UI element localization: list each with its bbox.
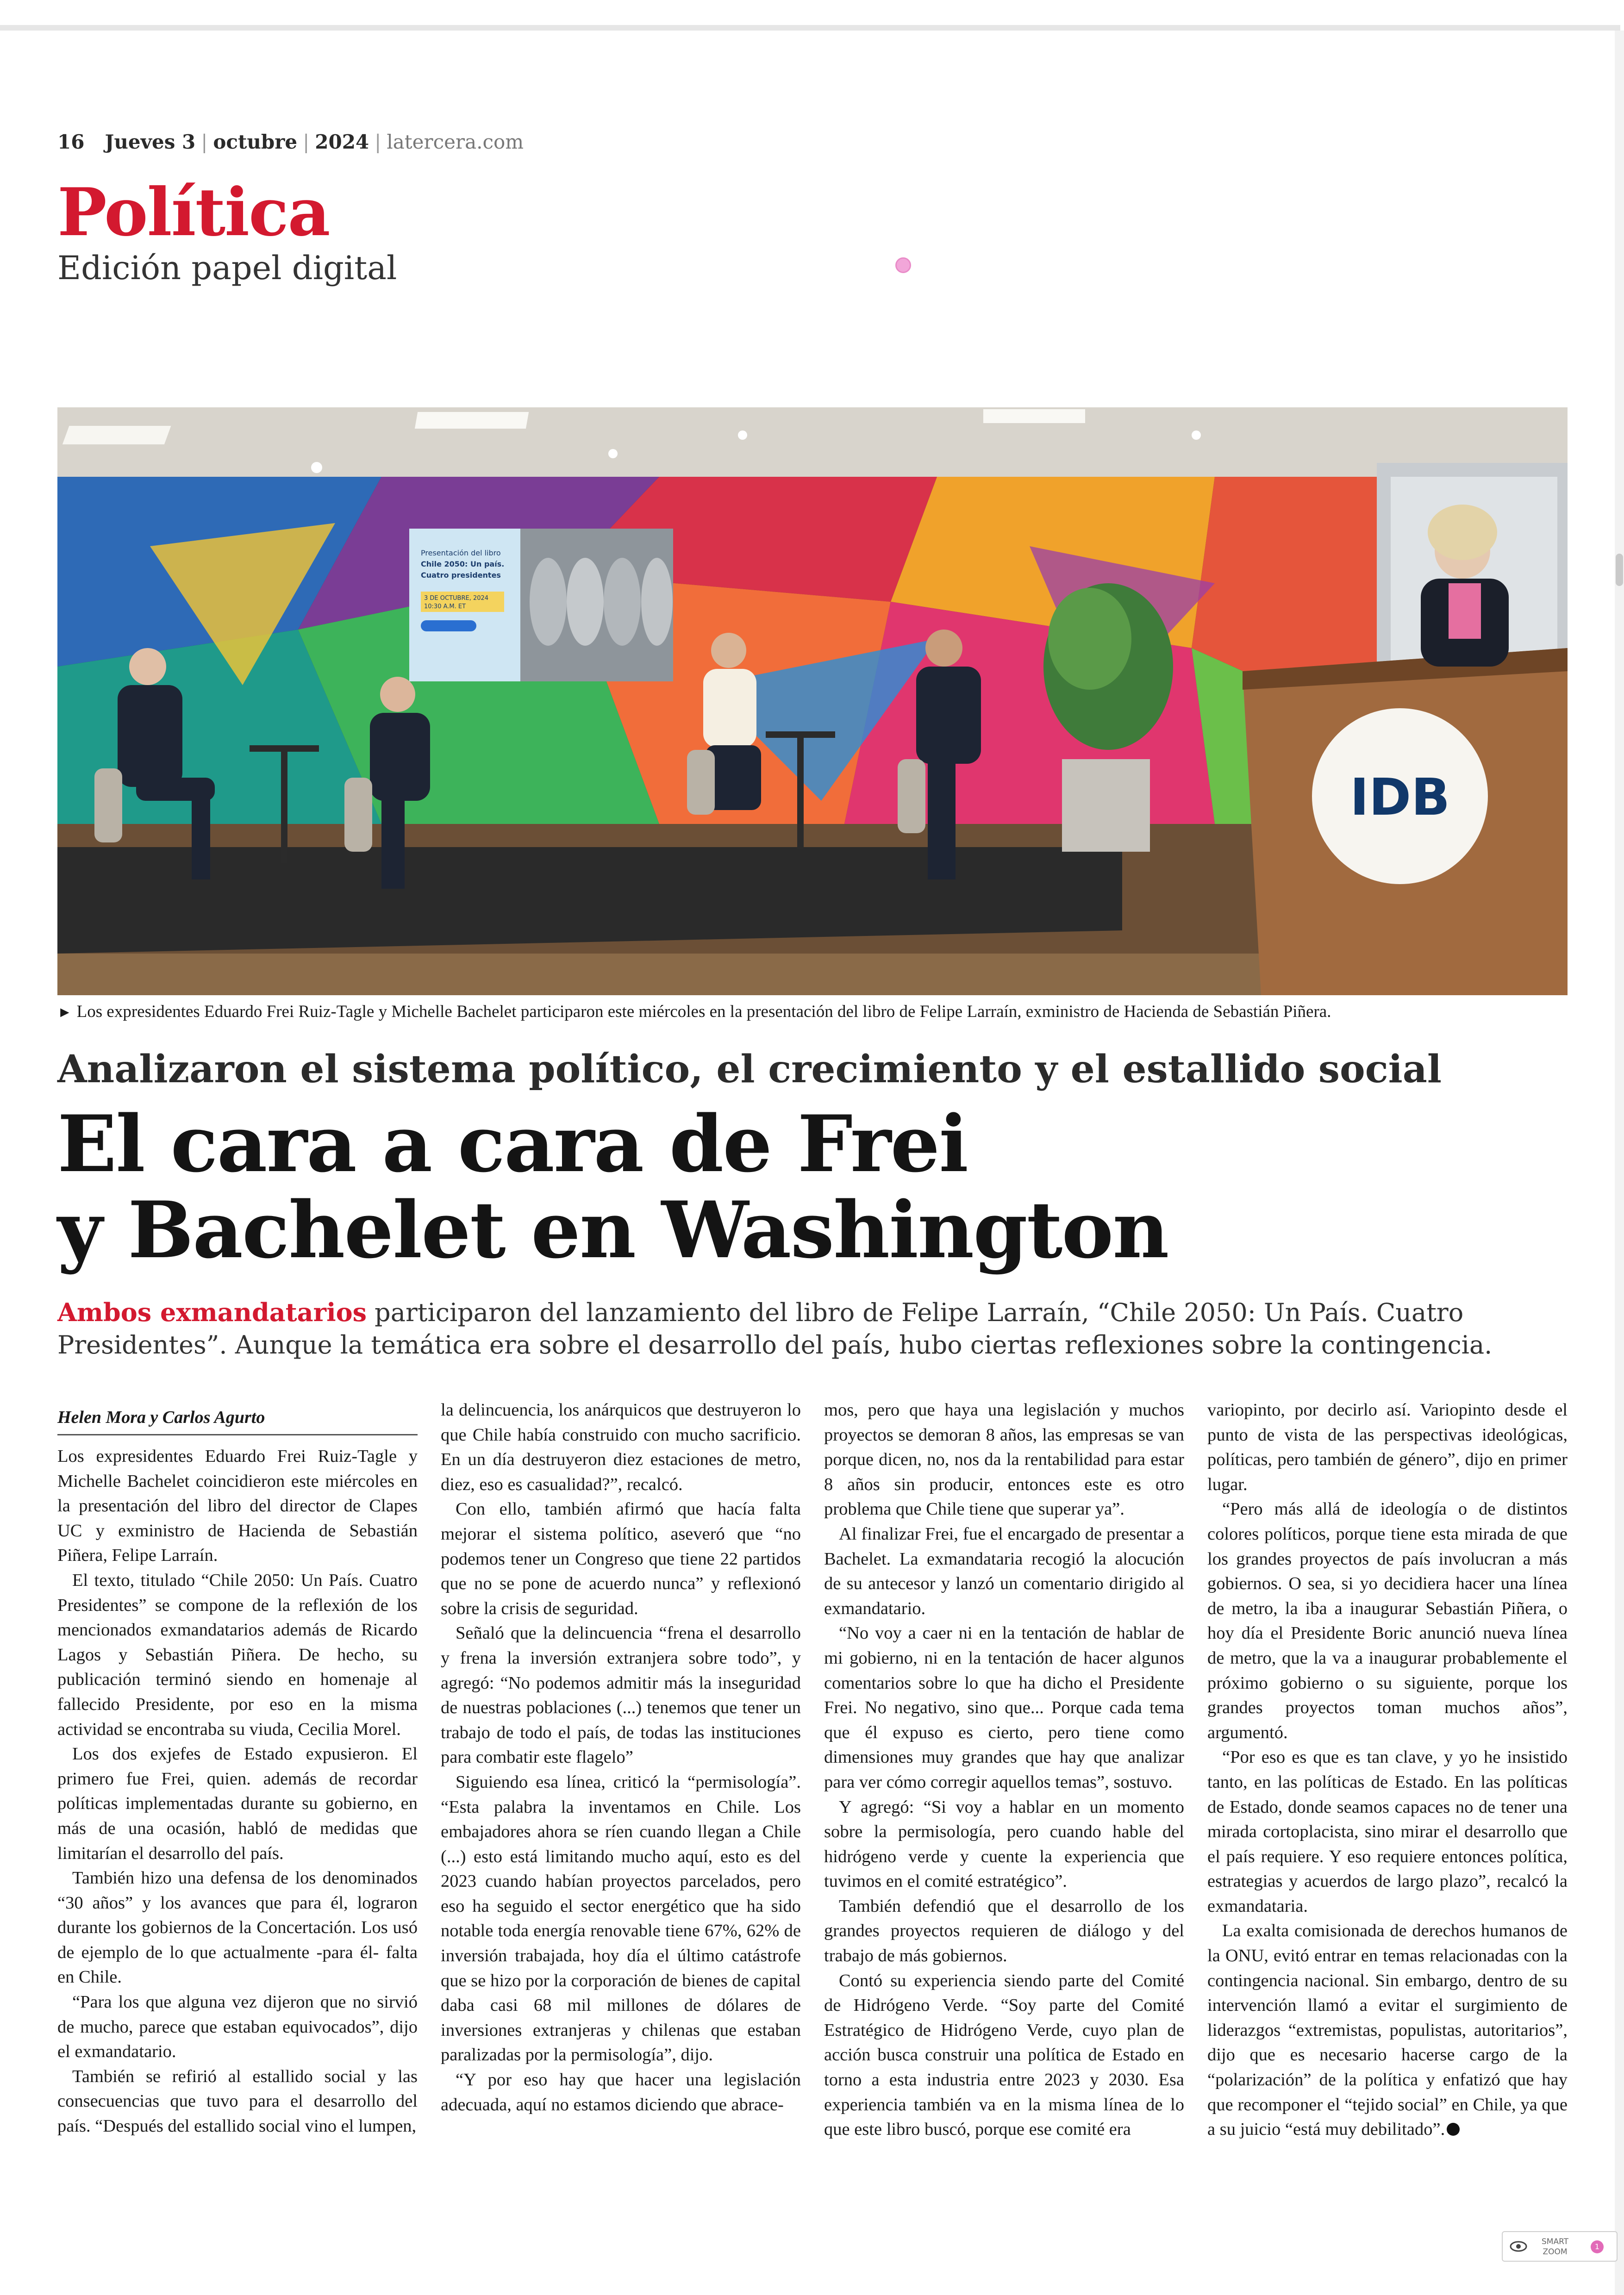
- article-column-4: [1207, 1398, 1568, 2142]
- smart-zoom-label-2: ZOOM: [1543, 2247, 1568, 2257]
- paragraph: “Por eso es que es tan clave, y yo he insistido tanto, en las políticas de Estado. En las políticas de Estado, donde seamos capaces no de tener una mirada cortoplacista, sino mirar el desarrollo que el país requiere. Y eso requiere entonces política, estrategias y acuerdos de largo plazo”, recalcó la exmandataria.: [1207, 1747, 1568, 1916]
- paragraph: Al finalizar Frei, fue el encargado de presentar a Bachelet. La exmandataria recogió la alocución de su antecesor y lanzó un comentario dirigido al exmandatario.: [824, 1524, 1184, 1618]
- page-number: 16: [57, 131, 85, 153]
- paragraph: “Y por eso hay que hacer una legislación adecuada, aquí no estamos diciendo que abrace-: [441, 2070, 801, 2114]
- screen-text-3: Cuatro presidentes: [421, 571, 501, 580]
- screen-date: 3 DE OCTUBRE, 2024: [424, 595, 489, 602]
- end-mark-icon: [1447, 2123, 1460, 2136]
- scrollbar-thumb[interactable]: [1616, 554, 1623, 586]
- article-photo: [57, 407, 1568, 995]
- article-headline: [57, 1098, 1168, 1276]
- eye-icon: [1509, 2239, 1528, 2255]
- date-year: 2024: [315, 131, 369, 153]
- scrollbar[interactable]: [1615, 31, 1624, 2295]
- paragraph: “Pero más allá de ideología o de distintos colores políticos, porque tiene esta mirada de que los grandes proyectos de país involucran a más gobiernos. O sea, si yo decidiera hacer una línea de metro, la iba a inaugurar Sebastián Piñera, o hoy día el Presidente Boric anunció nueva línea de metro, que la va a inaugurar probablemente el próximo gobierno o su siguiente, porque los grandes proyectos toman muchos años”, argumentó.: [1207, 1499, 1568, 1742]
- screen-text-2: Chile 2050: Un país.: [421, 560, 505, 568]
- paragraph-text: La exalta comisionada de derechos humanos de la ONU, evitó entrar en temas relacionadas con la contingencia nacional. Sin embargo, dentro de su intervención llamó a evitar el surgimiento de liderazgos “extremistas, populistas, autoritarios”, dijo que es necesario hacerse cargo de la “polarización” de la política y enfatizó que hay que recomponer el “tejido social” en Chile, ya que a su juicio “está muy debilitado”.: [1207, 1921, 1568, 2139]
- article-column-1: [57, 1444, 418, 2139]
- headline-line-2: y Bachelet en Washington: [57, 1184, 1168, 1276]
- photo-caption-text: Los expresidentes Eduardo Frei Ruiz-Tagle y Michelle Bachelet participaron este miércoles en la presentación del libro de Felipe Larraín, exministro de Hacienda de Sebastián Piñera.: [76, 1002, 1331, 1021]
- smart-zoom-label-1: SMART: [1542, 2237, 1569, 2246]
- hotspot-icon[interactable]: [895, 257, 911, 273]
- headline-line-1: El cara a cara de Frei: [57, 1098, 968, 1190]
- byline-divider: [57, 1434, 418, 1435]
- paragraph: Siguiendo esa línea, criticó la “permisología”. “Esta palabra la inventamos en Chile. Los embajadores ahora se ríen cuando llegan a Chile (...) esto está limitando mucho aquí, esto es del 2023 cuando habían proyectos parcelados, pero eso ha seguido el sector energético que ha sido notable toda energía renovable tiene 67%, 62% de inversión trabajada, hoy día el último catástrofe que se hizo por la corporación de bienes de capital daba casi 68 mil millones de dólares de inversiones extranjeras y chilenas que estaban paralizadas por la permisología”, dijo.: [441, 1772, 801, 2065]
- arrow-right-icon: ►: [57, 1004, 72, 1020]
- byline: Helen Mora y Carlos Agurto: [57, 1408, 265, 1427]
- paragraph: Y agregó: “Si voy a hablar en un momento sobre la permisología, pero cuando hable del hidrógeno verde y cuente la experiencia que tuvimos en el comité estratégico”.: [824, 1797, 1184, 1891]
- section-title: Política: [57, 174, 330, 251]
- paragraph: “Para los que alguna vez dijeron que no sirvió de mucho, parece que estaban equivocados”, dijo el exmandatario.: [57, 1992, 418, 2062]
- folio-line: 16 Jueves 3 | octubre | 2024 | latercera.com: [57, 131, 524, 153]
- paragraph: Señaló que la delincuencia “frena el desarrollo y frena la inversión extranjera sobre todo”, y agregó: “No podemos admitir más la inseguridad de nuestras poblaciones (...) tenemos que tener un trabajo de todo el país, de todas las instituciones para combatir este flagelo”: [441, 1623, 801, 1767]
- paragraph: También hizo una defensa de los denominados “30 años” y los avances que para él, lograron durante los gobiernos de la Concertación. Los usó de ejemplo de lo que actualmente -para él- falta en Chile.: [57, 1868, 418, 1987]
- podium-logo: IDB: [1349, 767, 1450, 827]
- paragraph: la delincuencia, los anárquicos que destruyeron lo que Chile había construido con mucho sacrificio. En un día destruyeron diez estaciones de metro, diez, eso es casualidad?”, recalcó.: [441, 1400, 801, 1494]
- paragraph: Con ello, también afirmó que hacía falta mejorar el sistema político, aseveró que “no podemos tener un Congreso que tiene 22 partidos que no se pone de acuerdo nunca” y reflexionó sobre la crisis de seguridad.: [441, 1499, 801, 1618]
- edition-label: Edición papel digital: [57, 249, 397, 287]
- paragraph: “No voy a caer ni en la tentación de hablar de mi gobierno, ni en la tentación de hacer algunos comentarios sobre lo que ha dicho el Presidente Frei. No negativo, sino que... Porque cada tema que él expuso es cierto, pero tiene como dimensiones muy grandes que hay que analizar para ver cómo corregir aquellos temas”, sostuvo.: [824, 1623, 1184, 1792]
- paragraph: También defendió que el desarrollo de los grandes proyectos requieren de diálogo y del trabajo de más gobiernos.: [824, 1896, 1184, 1966]
- paragraph: variopinto, por decirlo así. Variopinto desde el punto de vista de las perspectivas ideológicas, políticas, pero también de género”, dijo en primer lugar.: [1207, 1400, 1568, 1494]
- date-day: Jueves 3: [105, 131, 196, 153]
- paragraph: El texto, titulado “Chile 2050: Un País. Cuatro Presidentes” se compone de la reflexión de los mencionados exmandatarios además de Ricardo Lagos y Sebastián Piñera. De hecho, su publicación terminó siendo en homenaje al fallecido Presidente, por eso en la misma actividad se encontraba su viuda, Cecilia Morel.: [57, 1570, 418, 1739]
- deck-lead: Ambos exmandatarios: [57, 1297, 367, 1327]
- photo-caption: [57, 1002, 1568, 1022]
- article-column-3: [824, 1398, 1184, 2142]
- top-edge-line: [0, 25, 1620, 31]
- article-deck: [57, 1296, 1568, 1361]
- smart-zoom-button[interactable]: [1502, 2231, 1618, 2262]
- notification-badge: 1: [1591, 2240, 1604, 2253]
- article-column-2: [441, 1398, 801, 2117]
- paragraph: Contó su experiencia siendo parte del Comité de Hidrógeno Verde. “Soy parte del Comité Estratégico de Hidrógeno Verde, cuyo plan de acción busca construir una política de Estado en torno a esta industria entre 2023 y 2030. Esa experiencia también va en la misma línea de lo que este libro buscó, porque ese comité era: [824, 1971, 1184, 2139]
- smart-zoom-label: [1542, 2237, 1568, 2257]
- paragraph: Los dos exjefes de Estado expusieron. El primero fue Frei, quien. además de recordar políticas implementadas durante su gobierno, en más de una ocasión, habló de medidas que limitarían el desarrollo del país.: [57, 1744, 418, 1863]
- paragraph-last: [1207, 1919, 1568, 2142]
- article-kicker: Analizaron el sistema político, el crecimiento y el estallido social: [57, 1047, 1442, 1091]
- screen-text-1: Presentación del libro: [421, 549, 501, 557]
- paragraph: mos, pero que haya una legislación y muchos proyectos se demoran 8 años, las empresas se van porque dicen, no, nos da la rentabilidad para estar 8 años sin producir, entonces este es otro problema que Chile tiene que superar ya”.: [824, 1400, 1184, 1519]
- paragraph: Los expresidentes Eduardo Frei Ruiz-Tagle y Michelle Bachelet coincidieron este miércoles en la presentación del libro del director de Clapes UC y exministro de Hacienda de Sebastián Piñera, Felipe Larraín.: [57, 1447, 418, 1565]
- site-link[interactable]: latercera.com: [387, 131, 524, 153]
- date-month: octubre: [213, 131, 298, 153]
- deck-text: participaron del lanzamiento del libro de Felipe Larraín, “Chile 2050: Un País. Cuatro Presidentes”. Aunque la temática era sobre el desarrollo del país, hubo ciertas reflexiones sobre la contingencia.: [57, 1298, 1493, 1360]
- paragraph: También se refirió al estallido social y las consecuencias que tuvo para el desarrollo del país. “Después del estallido social vino el lumpen,: [57, 2066, 418, 2136]
- screen-time: 10:30 A.M. ET: [424, 603, 466, 610]
